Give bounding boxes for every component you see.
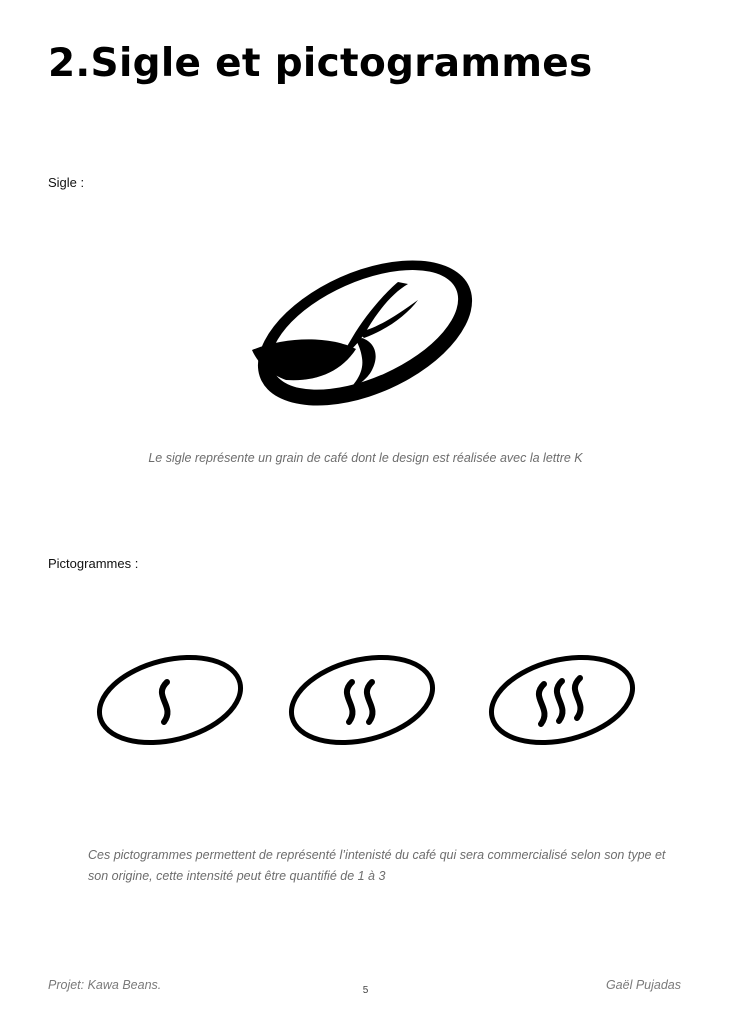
coffee-bean-intensity-2-icon	[282, 652, 442, 748]
pictogrammes-caption: Ces pictogrammes permettent de représenté l’intenisté du café qui sera commercialisé selon son type et son origine, cette intensité peut être quantifié de 1 à 3	[88, 848, 666, 883]
coffee-bean-k-logo-icon	[246, 254, 484, 412]
sigle-caption: Le sigle représente un grain de café dont le design est réalisée avec la lettre K	[148, 451, 583, 465]
page-number: 5	[362, 985, 369, 996]
coffee-bean-intensity-1-icon	[90, 652, 250, 748]
sigle-section-label: Sigle :	[48, 175, 85, 190]
coffee-bean-intensity-3-icon	[482, 652, 642, 748]
page-title: 2.Sigle et pictogrammes	[48, 41, 593, 86]
pictogrammes-section-label: Pictogrammes :	[48, 556, 139, 571]
footer-project: Projet: Kawa Beans.	[48, 978, 162, 992]
footer-author: Gaël Pujadas	[605, 978, 681, 992]
